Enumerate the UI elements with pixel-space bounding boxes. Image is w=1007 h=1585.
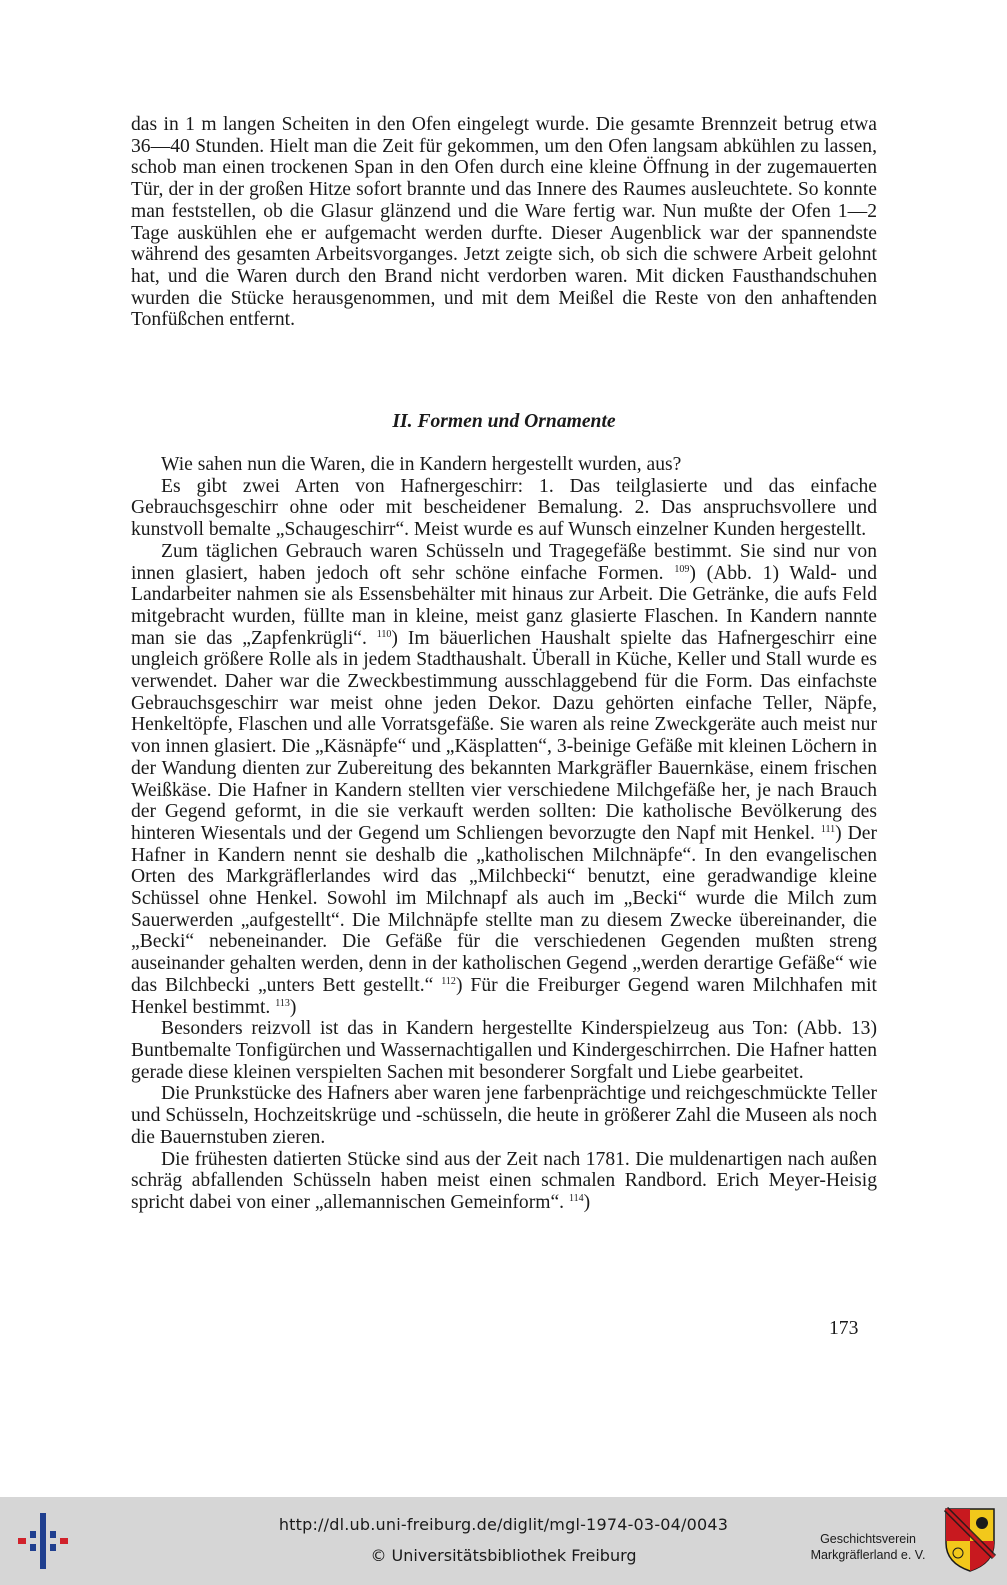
paragraph-question: Wie sahen nun die Waren, die in Kandern hergestellt wurden, aus?: [161, 454, 682, 475]
footnote-ref: 111: [820, 823, 836, 835]
footnote-ref: 113: [275, 997, 290, 1009]
footer-bar: [0, 1497, 1007, 1585]
society-name: [810, 1531, 926, 1563]
footnote-ref: 114: [568, 1192, 584, 1204]
paragraph-toys: Besonders reizvoll ist das in Kandern hergestellte Kinderspielzeug aus Ton: (Abb. 13) Buntbemalte Tonfigürchen und Wassernachtigallen und Kindergeschirrchen. Die Hafner hatten gerade diese kleinen verspielten Sachen mit besonderer Sorgfalt und Liebe gearbeitet.: [131, 1018, 877, 1083]
page-number: 173: [829, 1318, 859, 1339]
paragraph-showpieces: Die Prunkstücke des Hafners aber waren jene farbenprächtige und reichgeschmückte Teller und Schüsseln, Hochzeitskrüge und -schüsseln, die heute in größerer Zahl die Museen als noch die Bauernstuben zieren.: [131, 1083, 877, 1148]
footnote-ref: 112: [441, 975, 456, 987]
text-block-top: [131, 114, 877, 331]
paragraph-two-types: Es gibt zwei Arten von Hafnergeschirr: 1. Das teilglasierte und das einfache Gebrauchsgeschirr ohne oder mit bescheidener Bemalung. 2. Das anspruchsvollere und kunstvoll bemalte „Schaugeschirr“. Meist wurde es auf Wunsch einzelner Kunden hergestellt.: [131, 475, 877, 541]
section-heading: II. Formen und Ornamente: [392, 411, 616, 432]
society-name-line1: Geschichtsverein: [820, 1532, 916, 1546]
paragraph-oven-cooling: das in 1 m langen Scheiten in den Ofen eingelegt wurde. Die gesamte Brennzeit betrug etwa 36—40 Stunden. Hielt man die Zeit für gekommen, um den Ofen langsam abkühlen zu lassen, schob man einen trockenen Span in den Ofen durch eine kleine Öffnung in der zugemauerten Tür, der in der großen Hitze sofort brannte und das Innere des Raumes ausleuchtete. So konnte man feststellen, ob die Glasur glänzend und die Ware fertig war. Nun mußte der Ofen 1—2 Tage auskühlen ehe er aufgemacht werden durfte. Dieser Augenblick war der spannendste während des gesamten Arbeitsvorganges. Jetzt zeigte sich, ob sich die schwere Arbeit gelohnt hat, und die Waren durch den Brand nicht verdorben waren. Mit dicken Fausthandschuhen wurden die Stücke herausgenommen, und mit dem Meißel die Reste von den anhaftenden Tonfüßchen entfernt.: [131, 114, 877, 331]
paragraph-daily-use: Zum täglichen Gebrauch waren Schüsseln und Tragegefäße bestimmt. Sie sind nur von innen glasiert, haben jedoch oft sehr schöne einfache Formen. $^{109}$) (Abb. 1) Wald- und Landarbeiter nahmen sie als Essensbehälter mit hinaus zur Arbeit. Die Getränke, die aufs Feld mitgebracht wurden, füllte man in kleine, meist ganz glasierte Flaschen. In Kandern nannte man sie das „Zapfenkrügli“. $^{110}$) Im bäuerlichen Haushalt spielte das Hafnergeschirr eine ungleich größere Rolle als in jedem Stadthaushalt. Überall in Küche, Keller und Stall wurde es verwendet. Daher war die Zweckbestimmung ausschlaggebend für die Form. Das einfachste Gebrauchsgeschirr war meist ohne jeden Dekor. Dazu gehörten einfache Teller, Näpfe, Henkeltöpfe, Flaschen und alle Vorratsgefäße. Sie waren als reine Zweckgeräte auch meist nur von innen glasiert. Die „Käsnäpfe“ und „Käsplatten“, 3-beinige Gefäße mit kleinen Löchern in der Wandung dienten zur Zubereitung des bekannten Markgräfler Bauernkäse, einem frischen Weißkäse. Die Hafner in Kandern stellten vier verschiedene Milchgefäße her, je nach Brauch der Gegend geformt, in die sie verkauft werden sollten: Die katholische Bevölkerung des hinteren Wiesentals und der Gegend um Schliengen bevorzugte den Napf mit Henkel. $^{111}$) Der Hafner in Kandern nennt sie deshalb die „katholischen Milchnäpfe“. In den evangelischen Orten des Markgräflerlandes wird das „Milchbecki“ benutzt, eine geradwandige kleine Schüssel ohne Henkel. Sowohl im Milchnapf als auch im „Becki“ wurde die Milch zum Sauerwerden „aufgestellt“. Die Milchnäpfe stellte man zu diesem Zwecke übereinander, die „Becki“ nebeneinander. Die Gefäße für die verschiedenen Gegenden mußten streng auseinander gehalten werden, denn in der katholischen Gegend „werden derartige Gefäße“ wie das Bilchbecki „unters Bett gestellt.“ $^{112}$) Für die Freiburger Gegend waren Milchhafen mit Henkel bestimmt. $^{113}$): [131, 540, 878, 1018]
footer-copyright: © Universitätsbibliothek Freiburg: [370, 1546, 637, 1565]
society-name-line2: Markgräflerland e. V.: [810, 1548, 926, 1562]
footnote-ref: 110: [376, 628, 392, 640]
footer-url-link[interactable]: http://dl.ub.uni-freiburg.de/diglit/mgl-1974-03-04/0043: [278, 1515, 729, 1534]
coat-of-arms-icon: [944, 1507, 996, 1573]
footnote-ref: 109: [674, 563, 690, 575]
paragraph-earliest-pieces: Die frühesten datierten Stücke sind aus der Zeit nach 1781. Die muldenartigen nach außen schräg abfallenden Schüsseln haben meist einen schmalen Randbord. Erich Meyer-Heisig spricht dabei von einer „allemannischen Gemeinform“. $^{114}$): [131, 1148, 877, 1213]
text-block-main: [131, 454, 877, 1214]
